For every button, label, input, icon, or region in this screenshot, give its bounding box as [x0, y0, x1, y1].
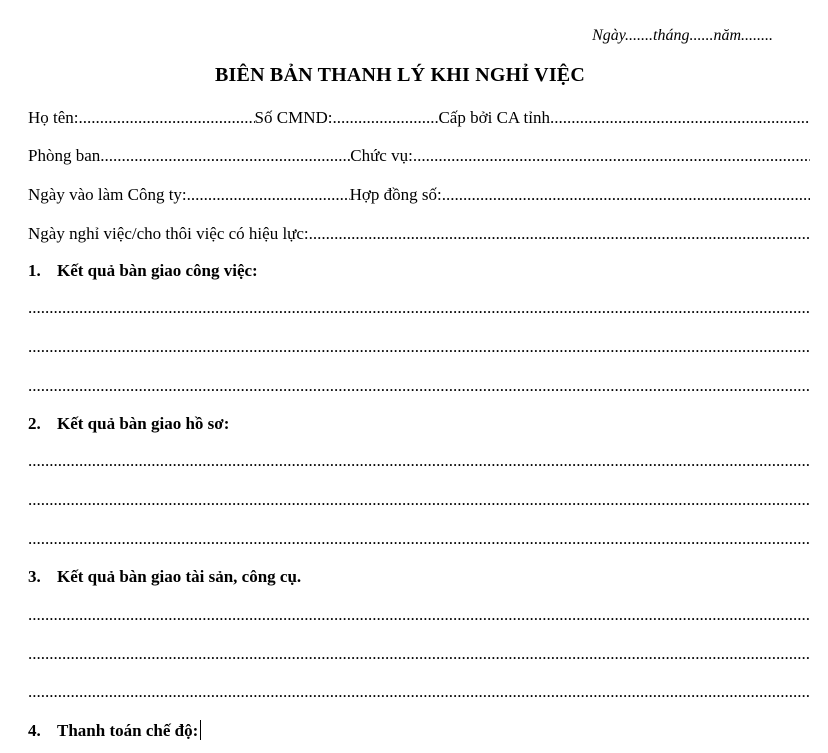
section-2-line-3[interactable] — [28, 529, 810, 549]
section-3-line-1[interactable] — [28, 605, 810, 625]
ngay-nghi-viec-label: Ngày nghỉ việc/cho thôi việc có hiệu lực: — [28, 224, 309, 243]
section-4-number: 4. — [28, 721, 41, 740]
hop-dong-label: Hợp đồng số: — [349, 185, 442, 204]
date-line: Ngày.......tháng......năm........ — [592, 27, 773, 44]
section-3-line-3[interactable] — [28, 682, 810, 702]
ho-ten-label: Họ tên: — [28, 108, 79, 127]
section-2-line-1[interactable] — [28, 451, 810, 471]
section-2-number: 2. — [28, 414, 41, 433]
ho-ten-blank[interactable] — [79, 108, 255, 128]
section-1-heading — [28, 261, 258, 281]
chuc-vu-blank[interactable] — [413, 146, 810, 166]
section-2-heading — [28, 414, 229, 434]
section-3-title: Kết quả bàn giao tài sản, công cụ. — [57, 567, 302, 586]
hop-dong-blank[interactable] — [442, 185, 810, 205]
row-personal-info — [28, 108, 810, 130]
section-1-line-1[interactable] — [28, 298, 810, 318]
section-2-line-2[interactable] — [28, 490, 810, 510]
text-cursor — [200, 720, 201, 740]
section-1-line-2[interactable] — [28, 337, 810, 357]
section-1-title: Kết quả bàn giao công việc: — [57, 261, 258, 280]
document-title: BIÊN BẢN THANH LÝ KHI NGHỈ VIỆC — [215, 64, 585, 86]
cap-boi-blank[interactable] — [550, 108, 810, 128]
section-4-title: Thanh toán chế độ: — [57, 721, 199, 740]
section-1-number: 1. — [28, 261, 41, 280]
ngay-vao-lam-blank[interactable] — [187, 185, 350, 205]
section-2-title: Kết quả bàn giao hồ sơ: — [57, 414, 230, 433]
section-1-line-3[interactable] — [28, 376, 810, 396]
section-3-heading — [28, 567, 301, 587]
section-3-line-2[interactable] — [28, 644, 810, 664]
row-leave-date — [28, 224, 810, 246]
so-cmnd-label: Số CMND: — [254, 108, 333, 127]
row-contract — [28, 185, 810, 207]
cap-boi-label: Cấp bởi CA tỉnh — [438, 108, 550, 127]
section-4-heading — [28, 720, 201, 741]
phong-ban-label: Phòng ban — [28, 146, 101, 165]
so-cmnd-blank[interactable] — [332, 108, 438, 128]
ngay-vao-lam-label: Ngày vào làm Công ty: — [28, 185, 187, 204]
ngay-nghi-viec-blank[interactable] — [309, 224, 810, 244]
section-3-number: 3. — [28, 567, 41, 586]
row-department — [28, 146, 810, 168]
phong-ban-blank[interactable] — [100, 146, 350, 166]
chuc-vu-label: Chức vụ: — [350, 146, 413, 165]
